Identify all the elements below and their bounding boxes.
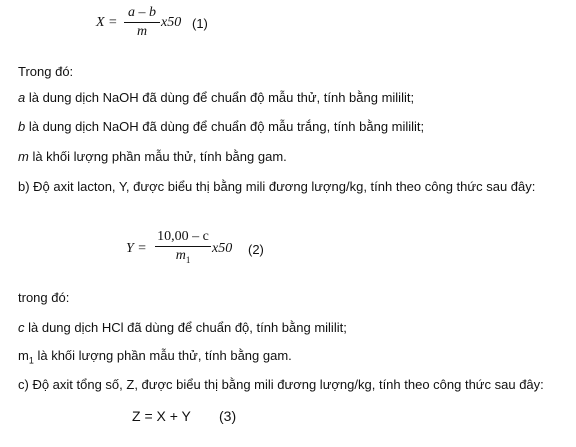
variable-b: b <box>18 119 26 134</box>
fraction-bar <box>155 246 211 247</box>
equation-number-3: (3) <box>219 408 237 424</box>
definition-b <box>18 119 424 135</box>
definition-m1-text: là khối lượng phần mẫu thử, tính bằng gam. <box>33 348 292 363</box>
formula-2-lhs: Y = <box>126 241 147 256</box>
definition-m-text: là khối lượng phần mẫu thử, tính bằng gam. <box>28 149 287 164</box>
formula-1-multiplier: x50 <box>161 15 182 30</box>
definition-c <box>18 320 347 336</box>
variable-m: m <box>18 149 29 164</box>
variable-m1: $m_1$ <box>18 348 34 366</box>
fraction-bar <box>124 22 160 23</box>
definition-a <box>18 90 414 106</box>
definition-a-text: là dung dịch NaOH đã dùng để chuẩn độ mẫu thử, tính bằng mililit; <box>25 90 415 105</box>
formula-1-denominator: m <box>136 24 148 39</box>
formula-2-fraction <box>155 229 211 268</box>
formula-3-expression: Z = X + Y <box>132 408 191 424</box>
formula-1-numerator: a – b <box>128 5 156 20</box>
where-label-2: trong đó: <box>18 290 70 305</box>
definition-m1 <box>18 348 292 369</box>
formula-2-numerator: 10,00 – c <box>157 229 209 244</box>
lactone-acidity-heading: b) Độ axit lacton, Y, được biểu thị bằng mili đương lượng/kg, tính theo công thức sau đây: <box>18 179 536 194</box>
variable-a: a <box>18 90 26 105</box>
equation-number-1: (1) <box>192 16 208 31</box>
total-acidity-heading: c) Độ axit tổng số, Z, được biểu thị bằng mili đương lượng/kg, tính theo công thức sau đây: <box>18 377 544 392</box>
variable-c: c <box>18 320 25 335</box>
formula-1-fraction <box>124 5 160 40</box>
formula-2-multiplier: x50 <box>212 241 233 256</box>
definition-c-text: là dung dịch HCl đã dùng để chuẩn độ, tính bằng mililit; <box>24 320 347 335</box>
definition-m <box>18 149 287 165</box>
formula-2-denominator: $m_1$ <box>175 248 191 265</box>
where-label-1: Trong đó: <box>18 64 74 79</box>
equation-number-2: (2) <box>248 242 264 257</box>
definition-b-text: là dung dịch NaOH đã dùng để chuẩn độ mẫu trắng, tính bằng mililit; <box>25 119 425 134</box>
formula-1-lhs: X = <box>96 15 118 30</box>
